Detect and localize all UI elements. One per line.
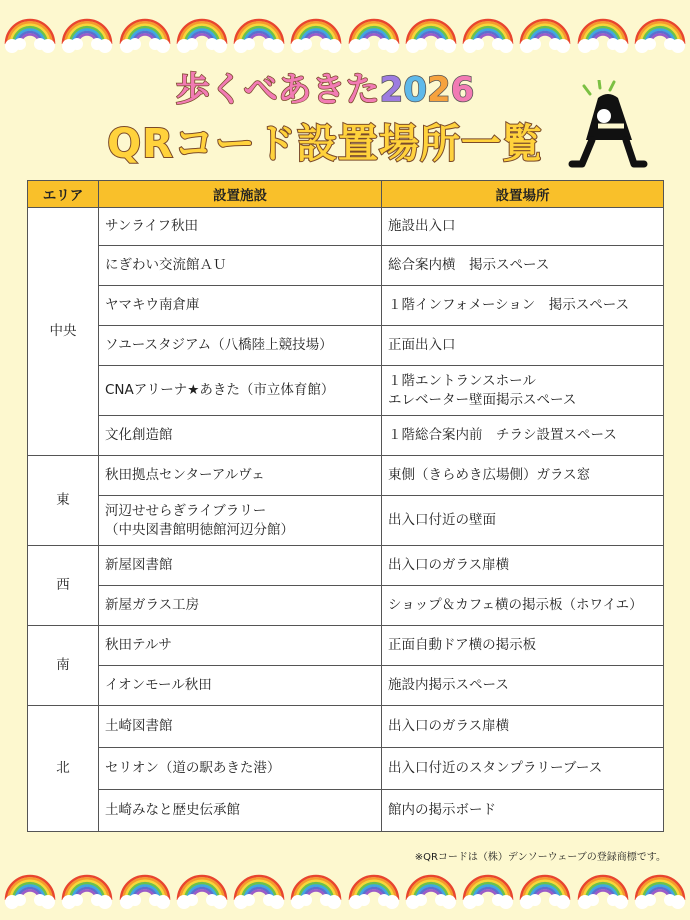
area-cell: 南 <box>28 626 99 706</box>
location-cell: 正面出入口 <box>382 326 664 366</box>
table-row <box>28 366 664 416</box>
facility-cell: イオンモール秋田 <box>99 666 382 706</box>
table-row <box>28 246 664 286</box>
location-cell: 総合案内横 掲示スペース <box>382 246 664 286</box>
table-row <box>28 626 664 666</box>
page-title-line2: QRコード設置場所一覧 <box>107 121 543 167</box>
location-cell: 正面自動ドア横の掲示板 <box>382 626 664 666</box>
top-rainbow-border <box>0 10 690 58</box>
location-cell: 出入口のガラス扉横 <box>382 706 664 748</box>
facility-cell: 秋田拠点センターアルヴェ <box>99 456 382 496</box>
location-cell: ショップ＆カフェ横の掲示板（ホワイエ） <box>382 586 664 626</box>
location-cell: １階総合案内前 チラシ設置スペース <box>382 416 664 456</box>
table-row <box>28 546 664 586</box>
rainbow-icon <box>519 866 571 912</box>
header-location: 設置場所 <box>382 181 664 208</box>
year-digit: 6 <box>450 70 475 110</box>
rainbow-icon <box>519 10 571 56</box>
rainbow-icon <box>462 866 514 912</box>
area-cell: 東 <box>28 456 99 546</box>
rainbow-icon <box>176 866 228 912</box>
facility-cell: サンライフ秋田 <box>99 208 382 246</box>
table-row <box>28 666 664 706</box>
rainbow-icon <box>233 10 285 56</box>
table-row <box>28 456 664 496</box>
table-row <box>28 706 664 748</box>
location-cell: 出入口付近の壁面 <box>382 496 664 546</box>
area-cell: 西 <box>28 546 99 626</box>
rainbow-icon <box>233 866 285 912</box>
rainbow-icon <box>61 10 113 56</box>
table-row <box>28 416 664 456</box>
rainbow-icon <box>462 10 514 56</box>
facility-cell: 新屋図書館 <box>99 546 382 586</box>
area-cell: 中央 <box>28 208 99 456</box>
location-cell: 出入口のガラス扉横 <box>382 546 664 586</box>
rainbow-icon <box>290 866 342 912</box>
rainbow-icon <box>348 10 400 56</box>
location-cell: 東側（きらめき広場側）ガラス窓 <box>382 456 664 496</box>
rainbow-icon <box>119 10 171 56</box>
location-cell: 施設出入口 <box>382 208 664 246</box>
year-digit: 2 <box>379 70 404 110</box>
rainbow-icon <box>61 866 113 912</box>
facility-cell: にぎわい交流館ＡＵ <box>99 246 382 286</box>
rainbow-icon <box>634 10 686 56</box>
rainbow-icon <box>176 10 228 56</box>
title-main-text: 歩くべあきた <box>175 70 380 110</box>
title-year <box>380 70 475 110</box>
facility-cell: 河辺せせらぎライブラリー （中央図書館明徳館河辺分館） <box>99 496 382 546</box>
qr-location-table <box>27 180 664 832</box>
table-row <box>28 586 664 626</box>
facility-cell: 土崎みなと歴史伝承館 <box>99 790 382 832</box>
location-cell: 施設内掲示スペース <box>382 666 664 706</box>
year-digit: 0 <box>403 70 427 110</box>
location-cell: 出入口付近のスタンプラリーブース <box>382 748 664 790</box>
facility-cell: セリオン（道の駅あきた港） <box>99 748 382 790</box>
rainbow-icon <box>348 866 400 912</box>
rainbow-icon <box>4 10 56 56</box>
rainbow-icon <box>405 10 457 56</box>
rainbow-icon <box>405 866 457 912</box>
year-digit: 2 <box>427 70 451 110</box>
rainbow-icon <box>4 866 56 912</box>
table-row <box>28 326 664 366</box>
rainbow-icon <box>577 10 629 56</box>
facility-cell: 土崎図書館 <box>99 706 382 748</box>
table-row <box>28 748 664 790</box>
header-area: エリア <box>28 181 99 208</box>
location-cell: １階インフォメーション 掲示スペース <box>382 286 664 326</box>
table-row <box>28 496 664 546</box>
walking-letter-a-mascot-icon <box>568 80 648 172</box>
facility-cell: ソユースタジアム（八橋陸上競技場） <box>99 326 382 366</box>
rainbow-icon <box>634 866 686 912</box>
rainbow-icon <box>290 10 342 56</box>
bottom-rainbow-border <box>0 866 690 914</box>
table-row <box>28 790 664 832</box>
trademark-footnote: ※QRコードは（株）デンソーウェーブの登録商標です。 <box>414 852 666 863</box>
facility-cell: 新屋ガラス工房 <box>99 586 382 626</box>
facility-cell: 文化創造館 <box>99 416 382 456</box>
area-cell: 北 <box>28 706 99 832</box>
facility-cell: 秋田テルサ <box>99 626 382 666</box>
table-header-row <box>28 181 664 208</box>
location-cell: １階エントランスホール エレベーター壁面掲示スペース <box>382 366 664 416</box>
rainbow-icon <box>119 866 171 912</box>
facility-cell: CNAアリーナ★あきた（市立体育館） <box>99 366 382 416</box>
location-cell: 館内の掲示ボード <box>382 790 664 832</box>
rainbow-icon <box>577 866 629 912</box>
table-row <box>28 208 664 246</box>
table-row <box>28 286 664 326</box>
header-facility: 設置施設 <box>99 181 382 208</box>
facility-cell: ヤマキウ南倉庫 <box>99 286 382 326</box>
